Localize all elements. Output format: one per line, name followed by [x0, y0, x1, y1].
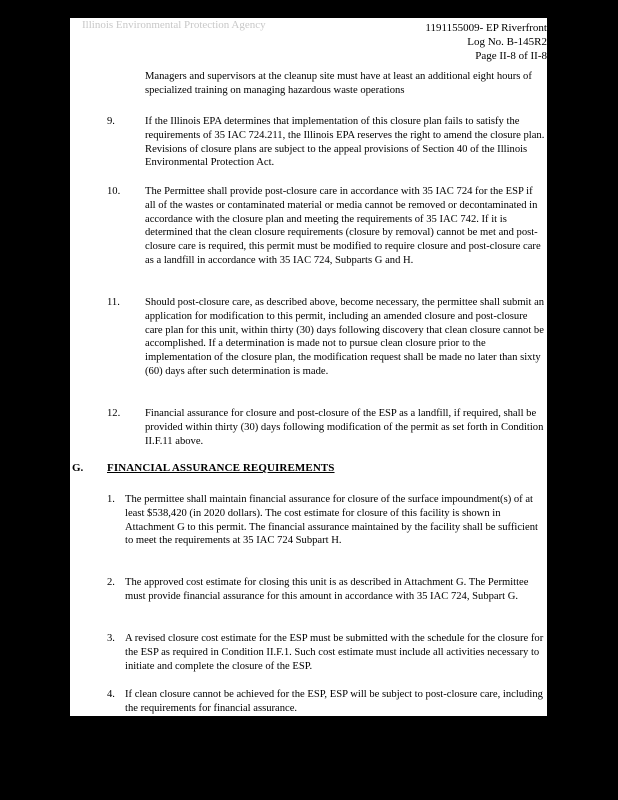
item-text: The permittee shall maintain financial assurance for closure of the surface impoundment(s) of at least $538,420 (in 2020 dollars). The cost estimate for closure of this facility is shown in Attachment G to this permit. The financial assurance maintained by the facility shall be sufficient to meet the requirements at 35 IAC 724 Subpart H.	[125, 494, 538, 547]
condition-number: 12.	[107, 408, 121, 419]
condition-text: If the Illinois EPA determines that implementation of this closure plan fails to satisfy the requirements of 35 IAC 724.211, the Illinois EPA reserves the right to amend the closure plan. Revisions of closure plans are subject to the appeal provisions of Section 40 of the Illinois Environmental Protection Act.	[145, 116, 545, 169]
item-number: 4.	[107, 689, 115, 700]
item-text: A revised closure cost estimate for the ESP must be submitted with the schedule for the closure for the ESP as required in Condition II.F.1. Such cost estimate must include all activities necessary to initiate and complete the closure of the ESP.	[125, 633, 544, 672]
header-permit-id: 1191155009- EP Riverfront	[425, 22, 547, 34]
intro-continuation: Managers and supervisors at the cleanup site must have at least an additional eight hours of specialized training on managing hazardous waste operations	[145, 71, 532, 96]
condition-number: 11.	[107, 297, 120, 308]
condition-number: 9.	[107, 116, 115, 127]
item-number: 2.	[107, 577, 115, 588]
section-title: FINANCIAL ASSURANCE REQUIREMENTS	[107, 462, 335, 474]
section-letter: G.	[72, 462, 84, 474]
item-number: 1.	[107, 494, 115, 505]
faded-header-text: Illinois Environmental Protection Agency	[82, 19, 266, 31]
condition-number: 10.	[107, 186, 121, 197]
item-text: The approved cost estimate for closing this unit is as described in Attachment G. The Permittee must provide financial assurance for this amount in accordance with 35 IAC 724, Subpart G.	[125, 577, 529, 602]
header-page-number: Page II-8 of II-8	[475, 50, 547, 62]
document-page	[70, 18, 547, 716]
condition-text: Should post-closure care, as described above, become necessary, the permittee shall submit an application for modification to this permit, including an amended closure and post-closure care plan for this unit, within thirty (30) days following discovery that clean closure cannot be accomplished. If a determination is made not to pursue clean closure prior to the implementation of the closure plan, the modification request shall be made no later than sixty (60) days after such determination is made.	[145, 297, 545, 377]
condition-text: Financial assurance for closure and post-closure of the ESP as a landfill, if required, shall be provided within thirty (30) days following modification of the permit as set forth in Condition II.F.11 above.	[145, 408, 544, 447]
header-log-number: Log No. B-145R2	[467, 36, 547, 48]
item-text: If clean closure cannot be achieved for the ESP, ESP will be subject to post-closure care, including the requirements for financial assurance.	[125, 689, 543, 714]
item-number: 3.	[107, 633, 115, 644]
condition-text: The Permittee shall provide post-closure care in accordance with 35 IAC 724 for the ESP if all of the wastes or contaminated material or media cannot be removed or decontaminated in accordance with the closure plan and meeting the requirements of 35 IAC 742. If it is determined that the clean closure requirements (closure by removal) cannot be met and post-closure care is required, this permit must be modified to require closure and post-closure care as a landfill in accordance with 35 IAC 724, Subparts G and H.	[145, 186, 541, 266]
